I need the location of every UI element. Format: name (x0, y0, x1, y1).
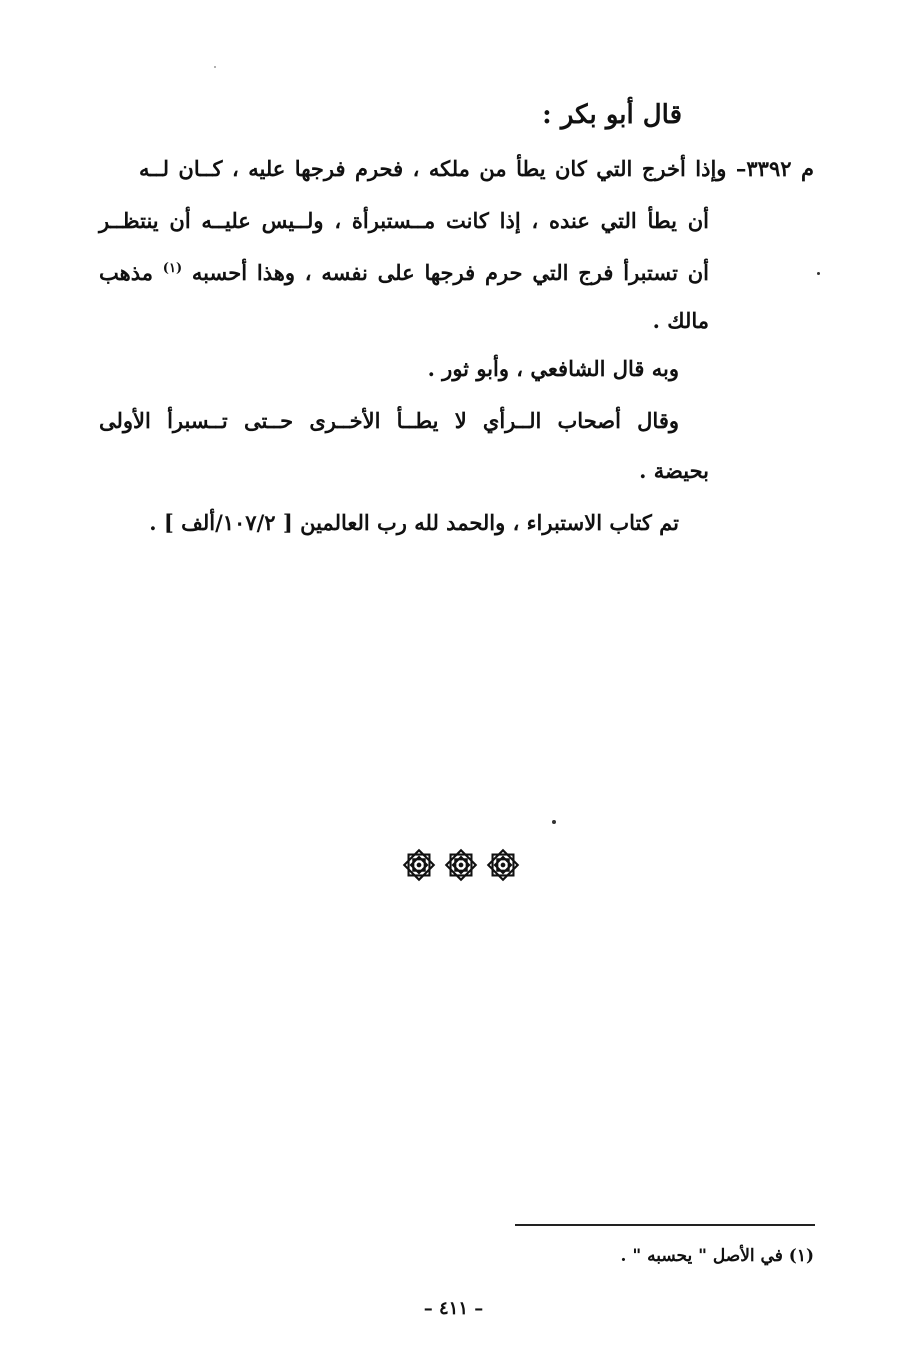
ink-speck (552, 820, 556, 824)
section-end-ornament (400, 846, 522, 884)
footnote-divider (515, 1224, 815, 1226)
text-line-2 (99, 210, 709, 231)
eight-point-star-icon (400, 846, 438, 884)
text-line-1-content: م ٣٣٩٢– وإذا أخرج التي كان يطأ من ملكه ، فحرم فرجها عليه ، كــان لــه (139, 156, 814, 181)
text-line-3 (99, 262, 709, 283)
ink-speck (817, 272, 820, 275)
text-line-4: مالك . (652, 308, 709, 333)
text-line-5: وبه قال الشافعي ، وأبو ثور . (427, 356, 679, 381)
eight-point-star-icon (442, 846, 480, 884)
ink-speck (214, 66, 216, 68)
page-number: – ٤١١ – (423, 1298, 484, 1319)
text-line-7: بحيضة . (639, 458, 709, 483)
footnote-marker: (١) (162, 261, 183, 276)
text-line-1 (139, 158, 814, 179)
eight-point-star-icon (484, 846, 522, 884)
section-heading: قال أبو بكر : (542, 100, 682, 130)
footnote: (١) في الأصل " يحسبه " . (620, 1246, 814, 1266)
text-line-6 (99, 410, 679, 431)
text-line-3-content (99, 262, 709, 283)
text-line-2-content: أن يطأ التي عنده ، إذا كانت مــستبرأة ، ولــيس عليــه أن ينتظــر (99, 208, 709, 233)
text-line-6-content: وقال أصحاب الــرأي لا يطــأ الأخــرى حــتى تــسبرأ الأولى (99, 408, 679, 433)
text-line-3-after: مذهب (99, 260, 153, 285)
text-line-8: تم كتاب الاستبراء ، والحمد لله رب العالمين [ ١٠٧/٢/ألف ] . (149, 510, 679, 535)
text-line-3-before: أن تستبرأ فرج التي حرم فرجها على نفسه ، وهذا أحسبه (191, 260, 710, 285)
